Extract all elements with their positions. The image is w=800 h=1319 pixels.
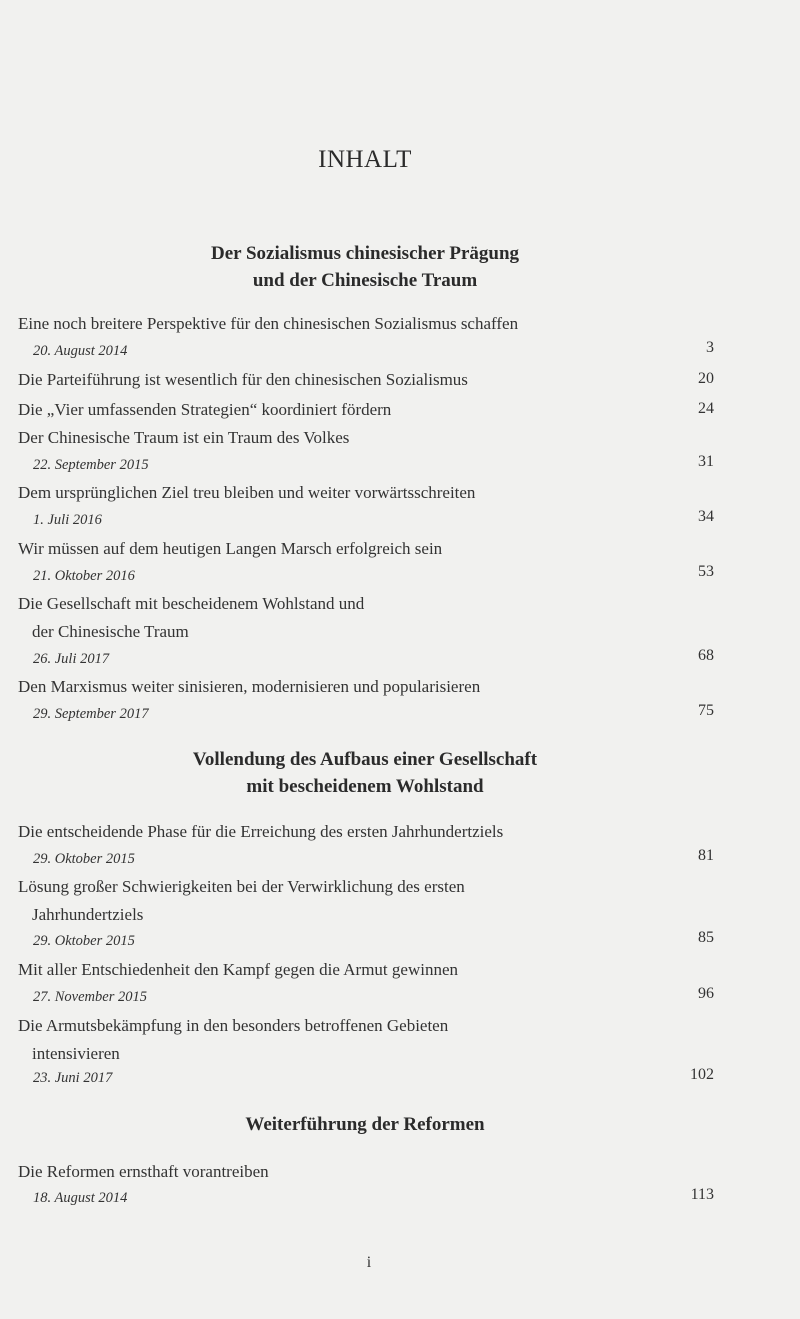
entry-title: Die Reformen ernsthaft vorantreiben bbox=[18, 1162, 269, 1181]
entry-page-number: 24 bbox=[698, 400, 714, 417]
section-heading-line: mit bescheidenem Wohlstand bbox=[246, 776, 484, 797]
entry-date: 29. September 2017 bbox=[33, 706, 149, 722]
entry-page-number: 34 bbox=[698, 508, 714, 525]
entry-page-number: 96 bbox=[698, 985, 714, 1002]
entry-title: Die Gesellschaft mit bescheidenem Wohlstand und bbox=[18, 594, 365, 613]
entry-title: Dem ursprünglichen Ziel treu bleiben und weiter vorwärtsschreiten bbox=[18, 483, 476, 502]
entry-date: 29. Oktober 2015 bbox=[33, 933, 135, 949]
entry-date: 1. Juli 2016 bbox=[33, 512, 102, 528]
entry-page-number: 81 bbox=[698, 847, 714, 864]
entry-date: 27. November 2015 bbox=[33, 989, 147, 1005]
entry-title-continuation: Jahrhundertziels bbox=[32, 905, 144, 924]
entry-page-number: 85 bbox=[698, 929, 714, 946]
entry-title-continuation: intensivieren bbox=[32, 1044, 120, 1063]
section-heading-line: Weiterführung der Reformen bbox=[245, 1114, 485, 1135]
entry-date: 23. Juni 2017 bbox=[33, 1070, 113, 1086]
section-heading bbox=[0, 240, 730, 294]
entry-title: Die Armutsbekämpfung in den besonders betroffenen Gebieten bbox=[18, 1016, 449, 1035]
entry-date: 26. Juli 2017 bbox=[33, 651, 110, 667]
entry-title: Eine noch breitere Perspektive für den chinesischen Sozialismus schaffen bbox=[18, 314, 519, 333]
entry-page-number: 113 bbox=[690, 1186, 714, 1203]
entry-title: Die entscheidende Phase für die Erreichung des ersten Jahrhundertziels bbox=[18, 822, 504, 841]
section-heading bbox=[0, 1111, 730, 1138]
section-heading-line: Der Sozialismus chinesischer Prägung bbox=[210, 243, 520, 264]
entry-title: Die Parteiführung ist wesentlich für den chinesischen Sozialismus bbox=[18, 370, 468, 389]
section-heading-line: Vollendung des Aufbaus einer Gesellschaft bbox=[192, 749, 538, 770]
entry-date: 21. Oktober 2016 bbox=[33, 568, 135, 584]
section-heading-line: und der Chinesische Traum bbox=[252, 270, 478, 291]
entry-date: 29. Oktober 2015 bbox=[33, 851, 135, 867]
entry-title: Die „Vier umfassenden Strategien“ koordiniert fördern bbox=[18, 400, 392, 419]
page-title: INHALT bbox=[318, 146, 412, 173]
entry-title: Mit aller Entschiedenheit den Kampf gegen die Armut gewinnen bbox=[18, 960, 458, 979]
entry-page-number: 53 bbox=[698, 563, 714, 580]
folio-page-number: i bbox=[366, 1254, 372, 1271]
entry-date: 20. August 2014 bbox=[33, 343, 128, 359]
entry-title-continuation: der Chinesische Traum bbox=[32, 622, 189, 641]
entry-title: Der Chinesische Traum ist ein Traum des Volkes bbox=[18, 428, 350, 447]
entry-page-number: 3 bbox=[706, 339, 714, 356]
entry-title: Den Marxismus weiter sinisieren, modernisieren und popularisieren bbox=[18, 677, 481, 696]
entry-date: 18. August 2014 bbox=[33, 1190, 128, 1206]
entry-page-number: 75 bbox=[698, 702, 714, 719]
entry-title: Wir müssen auf dem heutigen Langen Marsch erfolgreich sein bbox=[18, 539, 443, 558]
entry-page-number: 102 bbox=[690, 1066, 714, 1083]
entry-page-number: 68 bbox=[698, 647, 714, 664]
entry-page-number: 31 bbox=[698, 453, 714, 470]
entry-date: 22. September 2015 bbox=[33, 457, 149, 473]
entry-page-number: 20 bbox=[698, 370, 714, 387]
entry-title: Lösung großer Schwierigkeiten bei der Verwirklichung des ersten bbox=[18, 877, 465, 896]
section-heading bbox=[0, 746, 730, 800]
